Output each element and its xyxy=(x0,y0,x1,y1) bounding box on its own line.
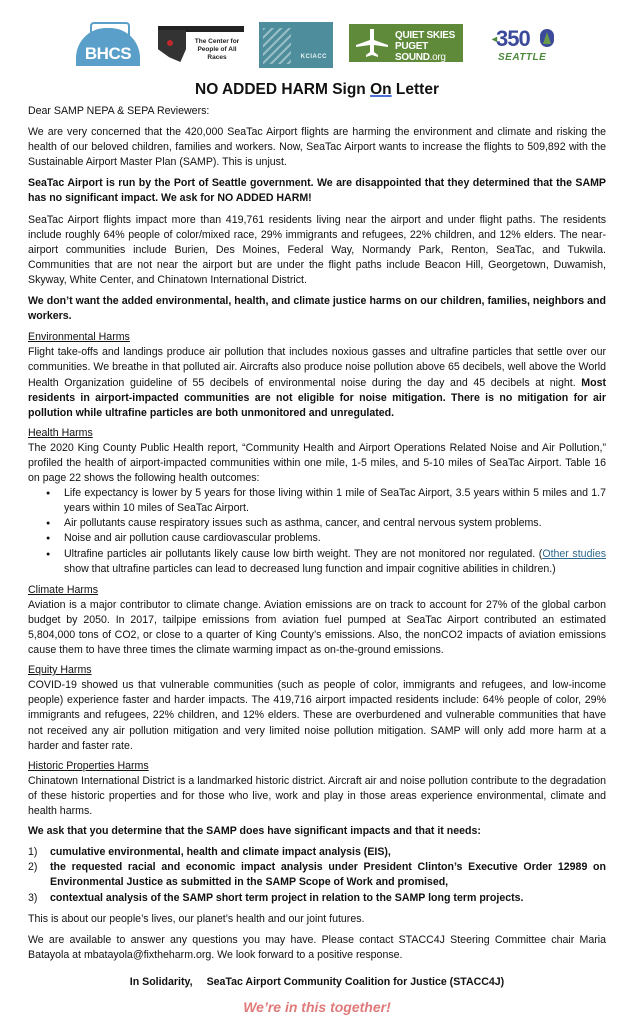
section-health xyxy=(28,426,606,577)
logo-row xyxy=(0,22,635,70)
350-seattle-logo xyxy=(492,26,556,66)
list-text: contextual analysis of the SAMP short term project in relation to the SAMP long term projects. xyxy=(50,891,524,904)
environmental-bold-text: Most residents in airport-impacted communities are not eligible for noise mitigation. There is no mitigation for air pollution while ultrafine particles are both unmonitored and unregulated. xyxy=(28,376,606,419)
closing-paragraph: This is about our people’s lives, our planet’s health and our joint futures. xyxy=(28,912,365,925)
kciacc-logo-text: KCIACC xyxy=(300,54,327,60)
section-text: Chinatown International District is a landmarked historic district. Aircraft air and noise pollution contribute to the degradation of these historic properties and for those who live, work and play in those areas experience environmental, climate and health harms. xyxy=(28,774,606,818)
salutation: Dear SAMP NEPA & SEPA Reviewers: xyxy=(28,105,210,117)
port-statement: SeaTac Airport is run by the Port of Seattle government. We are disappointed that they determined that the SAMP has no significant impact. We ask for NO ADDED HARM! xyxy=(28,177,606,205)
signoff-salutation: In Solidarity, xyxy=(129,975,193,988)
asks-list xyxy=(28,845,606,905)
section-heading: Health Harms xyxy=(28,426,93,439)
section-climate xyxy=(28,583,606,658)
section-heading: Environmental Harms xyxy=(28,331,130,344)
quiet-skies-line1: QUIET SKIES xyxy=(395,30,456,41)
page-title xyxy=(28,80,606,100)
list-number: 2) xyxy=(28,861,38,874)
el-centro-logo xyxy=(158,26,244,64)
quiet-skies-logo xyxy=(349,24,463,62)
residents-paragraph: SeaTac Airport flights impact more than 419,761 residents living near the airport and under flight paths. The residents include roughly 64% people of color/mixed race, 29% immigrants and refugees, 22% children, and 12% elders. The near-airport communities include Burien, Des Moines, Federal Way, Normandy Park, Renton, SeaTac, and Tukwila. Communities that are not near the airport but are under the flight paths include Beacon Hill, Georgetown, Duwamish, Skyway, White Center, and Chinatown International District. xyxy=(28,213,606,286)
section-heading: Historic Properties Harms xyxy=(28,759,149,772)
list-text: the requested racial and economic impact analysis under President Clinton’s Executive Order 12989 on Environmental Justice as submitted in the SAMP Scope of Work and promised, xyxy=(50,861,606,889)
trees-icon xyxy=(540,29,554,47)
section-heading: Equity Harms xyxy=(28,664,92,677)
centro-red-dot xyxy=(167,40,173,46)
birds-icon xyxy=(263,28,291,64)
section-text: COVID-19 showed us that vulnerable communities (such as people of color, immigrants and refugees, and low-income people) experience faster and harder impacts. The 419,716 airport impacted residents include: 64% people of color, 29% immigrants and refugees, 22% children, and 12% elders. These are overburdened and vulnerable communities that have not received any air pollution mitigation and very limited noise pollution mitigation. SAMP will only add more harm at a harder and faster rate. xyxy=(28,679,606,752)
signoff xyxy=(28,975,606,990)
title-text-end: Letter xyxy=(391,81,439,98)
intro-paragraph: We are very concerned that the 420,000 SeaTac Airport flights are harming the environment and climate and risking the health of our beloved children, families and workers. Now, SeaTac Airport wants to increase the flights to 509,892 with the Sustainable Airport Master Plan (SAMP). This is unjust. xyxy=(28,126,606,169)
list-item xyxy=(28,845,606,860)
list-number: 1) xyxy=(28,846,38,859)
arrow-left-icon: ◂ xyxy=(492,34,498,45)
section-text: The 2020 King County Public Health report, “Community Health and Airport Operations Related Noise and Air Pollution,” profiled the health of airport-impacted communities within one mile, 1-5 miles, and 5-10 miles of SeaTac Airport. Table 16 on page 22 shows the following health outcomes: xyxy=(28,441,606,485)
section-text xyxy=(28,345,606,420)
contact-paragraph: We are available to answer any questions you may have. Please contact STACC4J Steering Committee chair Maria Batayola at mbatayola@fixtheharm.org. We look forward to a positive response. xyxy=(28,933,606,961)
section-heading: Climate Harms xyxy=(28,583,99,596)
list-item xyxy=(28,891,606,906)
slogan: We’re in this together! xyxy=(243,998,391,1015)
section-text: Aviation is a major contributor to climate change. Aviation emissions are on track to account for 27% of the global carbon budget by 2050. In 2017, tailpipe emissions from aviation fuel pumped at SeaTac Airport contributed an estimated 5,804,000 tons of CO2, or close to a quarter of King County’s emissions. Also, the nonCO2 impacts of aviation emissions cause them to have three times the climate warming impact as on-the-ground emissions. xyxy=(28,598,606,657)
quiet-skies-line2: PUGET SOUND xyxy=(395,41,430,63)
bullet-text-end: show that ultrafine particles can lead to decreased lung function and impair cognitive abilities in children.) xyxy=(64,562,556,575)
other-studies-link[interactable]: Other studies xyxy=(542,547,607,560)
ask-intro: We ask that you determine that the SAMP does have significant impacts and that it needs: xyxy=(28,825,481,838)
section-equity xyxy=(28,663,606,754)
list-item: ● Life expectancy is lower by 5 years for those living within 1 mile of SeaTac Airport, 3.5 years within 5 miles and 1.7 years within 10 miles of SeaTac Airport. xyxy=(64,486,606,516)
signoff-org: SeaTac Airport Community Coalition for Justice (STACC4J) xyxy=(206,975,505,988)
350-number: 350 xyxy=(496,26,530,51)
list-number: 3) xyxy=(28,891,38,904)
list-text: cumulative environmental, health and climate impact analysis (EIS), xyxy=(50,846,391,859)
airplane-icon xyxy=(355,28,389,58)
seattle-text: SEATTLE xyxy=(498,52,547,63)
bullet-text: Ultrafine particles air pollutants likely cause low birth weight. They are not monitored nor regulated. ( xyxy=(64,547,543,560)
kciacc-logo xyxy=(259,22,333,68)
section-historic xyxy=(28,759,606,819)
letter-body xyxy=(28,80,606,1015)
health-outcomes-list xyxy=(28,486,606,577)
title-underlined-word: On xyxy=(370,81,392,98)
list-item: ● Air pollutants cause respiratory issues such as asthma, cancer, and central nervous system problems. xyxy=(64,516,606,531)
title-text: NO ADDED HARM Sign xyxy=(195,81,371,98)
quiet-skies-text xyxy=(395,30,463,63)
centro-logo-text: The Center for People of All Races xyxy=(194,38,240,61)
section-environmental xyxy=(28,330,606,421)
dont-want-paragraph: We don’t want the added environmental, health, and climate justice harms on our children, families, neighbors and workers. xyxy=(28,295,606,323)
environmental-text: Flight take-offs and landings produce air pollution that includes noxious gasses and ultrafine particles that settle over our communities. We breathe in that polluted air. Aircrafts also produce noise pollution above 65 decibels, well above the World Health Organization guideline of 55 decibels of environmental noise during the day and 45 decibels at night. xyxy=(28,346,606,389)
list-item xyxy=(64,547,606,577)
bhcs-logo xyxy=(76,22,140,66)
bhcs-logo-text: BHCS xyxy=(84,44,132,63)
list-item xyxy=(28,860,606,890)
list-item: ● Noise and air pollution cause cardiovascular problems. xyxy=(64,531,606,546)
centro-figure-icon xyxy=(158,30,186,62)
quiet-skies-suffix: .org xyxy=(429,52,446,63)
